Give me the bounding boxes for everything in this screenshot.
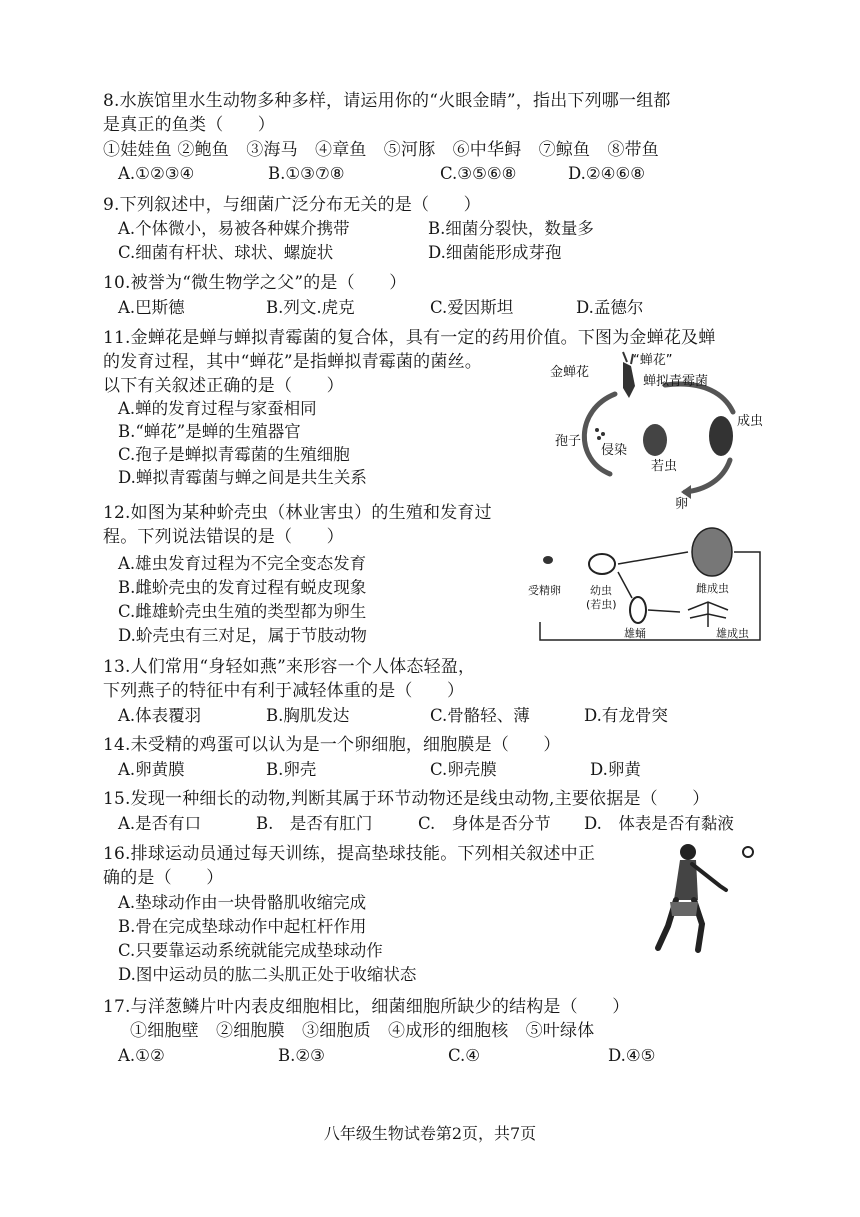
q14-stem: 14.未受精的鸡蛋可以认为是一个卵细胞，细胞膜是（ ） (103, 735, 561, 755)
fertilized-egg-icon (543, 556, 553, 564)
q8-items: ①娃娃鱼 ②鲍鱼 ③海马 ④章鱼 ⑤河豚 ⑥中华鲟 ⑦鲸鱼 ⑧带鱼 (103, 140, 660, 160)
q12-stem-line2: 程。下列说法错误的是（ ） (103, 527, 344, 547)
q11-stem-line2: 的发育过程，其中“蝉花”是指蝉拟青霉菌的菌丝。 (103, 352, 482, 372)
label-larva: 幼虫 (590, 584, 612, 597)
q17-option-d: D.④⑤ (608, 1046, 656, 1065)
q11-stem-line1: 11.金蝉花是蝉与蝉拟青霉菌的复合体，具有一定的药用价值。下图为金蝉花及蝉 (103, 328, 716, 348)
q16-stem-line1: 16.排球运动员通过每天训练，提高垫球技能。下列相关叙述中正 (103, 844, 596, 864)
q12-stem-line1: 12.如图为某种蚧壳虫（林业害虫）的生殖和发育过 (103, 503, 492, 523)
q11-option-a: A.蝉的发育过程与家蚕相同 (118, 399, 317, 418)
q13-option-a: A.体表覆羽 (118, 706, 202, 725)
q13-option-c: C.骨骼轻、薄 (430, 706, 530, 725)
player-shorts-icon (670, 902, 698, 916)
q10-option-b: B.列文.虎克 (266, 298, 355, 317)
label-infect: 侵染 (601, 443, 628, 458)
q14-option-a: A.卵黄膜 (118, 760, 185, 779)
cycle-arc-left (584, 394, 615, 474)
q17-option-c: C.④ (448, 1046, 481, 1065)
q10-stem: 10.被誉为“微生物学之父”的是（ ） (103, 273, 407, 293)
volleyball-icon (743, 847, 753, 857)
q8-option-d: D.②④⑥⑧ (568, 164, 646, 183)
larva-icon (589, 554, 615, 574)
cycle-arc-right (685, 460, 730, 492)
q15-option-d: D. 体表是否有黏液 (584, 814, 734, 833)
female-adult-icon (692, 528, 732, 576)
q13-stem-line1: 13.人们常用“身轻如燕”来形容一个人体态轻盈， (103, 657, 476, 677)
q16-option-b: B.骨在完成垫球动作中起杠杆作用 (118, 917, 367, 936)
pupa-icon (630, 597, 646, 623)
label-larva-note: (若虫) (586, 598, 617, 611)
label-fert-egg: 受精卵 (528, 584, 561, 597)
q10-option-c: C.爱因斯坦 (430, 298, 514, 317)
label-jinchanhua: 金蝉花 (550, 365, 590, 380)
q17-option-b: B.②③ (278, 1046, 325, 1065)
q17-option-a: A.①② (118, 1046, 165, 1065)
q11-option-c: C.孢子是蝉拟青霉菌的生殖细胞 (118, 445, 350, 464)
q14-option-c: C.卵壳膜 (430, 760, 497, 779)
q11-stem-line3: 以下有关叙述正确的是（ ） (103, 376, 344, 396)
q16-volleyball-player-figure (640, 838, 770, 963)
q17-items: ①细胞壁 ②细胞膜 ③细胞质 ④成形的细胞核 ⑤叶绿体 (130, 1021, 595, 1041)
q8-option-a: A.①②③④ (118, 164, 195, 183)
q9-option-b: B.细菌分裂快，数量多 (428, 219, 594, 238)
q15-option-a: A.是否有口 (118, 814, 202, 833)
q8-stem-line1: 8.水族馆里水生动物多种多样，请运用你的“火眼金睛”，指出下列哪一组都 (103, 91, 671, 111)
q11-option-b: B.“蝉花”是蝉的生殖器官 (118, 422, 301, 441)
q15-option-b: B. 是否有肛门 (256, 814, 373, 833)
q10-option-d: D.孟德尔 (576, 298, 644, 317)
label-male-adult: 雄成虫 (716, 627, 749, 640)
q15-stem: 15.发现一种细长的动物,判断其属于环节动物还是线虫动物,主要依据是（ ） (103, 789, 710, 809)
q13-option-b: B.胸肌发达 (266, 706, 350, 725)
q14-option-b: B.卵壳 (266, 760, 317, 779)
page-footer: 八年级生物试卷第2页，共7页 (323, 1124, 537, 1143)
q8-option-b: B.①③⑦⑧ (268, 164, 345, 183)
q12-option-b: B.雌蚧壳虫的发育过程有蜕皮现象 (118, 578, 367, 597)
q10-option-a: A.巴斯德 (118, 298, 185, 317)
hyphae-icon (623, 352, 633, 364)
q15-option-c: C. 身体是否分节 (418, 814, 551, 833)
q16-option-d: D.图中运动员的肱二头肌正处于收缩状态 (118, 965, 417, 984)
q14-option-d: D.卵黄 (590, 760, 641, 779)
label-chanhua: “蝉花” (633, 353, 673, 368)
label-egg: 卵 (675, 497, 689, 510)
q9-option-a: A.个体微小，易被各种媒介携带 (118, 219, 350, 238)
q13-option-d: D.有龙骨突 (584, 706, 668, 725)
q12-option-d: D.蚧壳虫有三对足，属于节肢动物 (118, 626, 367, 645)
label-spore: 孢子 (555, 434, 582, 449)
q12-scale-insect-figure (520, 522, 770, 652)
q11-cicada-lifecycle-figure (545, 350, 775, 510)
q17-stem: 17.与洋葱鳞片叶内表皮细胞相比，细菌细胞所缺少的结构是（ ） (103, 997, 630, 1017)
player-head-icon (680, 844, 696, 860)
q11-option-d: D.蝉拟青霉菌与蝉之间是共生关系 (118, 468, 367, 487)
male-adult-icon (688, 602, 728, 627)
label-adult: 成虫 (737, 414, 764, 429)
q8-option-c: C.③⑤⑥⑧ (440, 164, 517, 183)
nymph-icon (643, 424, 667, 456)
q12-option-a: A.雄虫发育过程为不完全变态发育 (118, 554, 367, 573)
label-female-adult: 雌成虫 (696, 582, 729, 595)
q8-stem-line2: 是真正的鱼类（ ） (103, 115, 275, 135)
q16-option-a: A.垫球动作由一块骨骼肌收缩完成 (118, 893, 367, 912)
q9-option-d: D.细菌能形成芽孢 (428, 243, 562, 262)
q16-stem-line2: 确的是（ ） (103, 868, 224, 888)
q16-option-c: C.只要靠运动系统就能完成垫球动作 (118, 941, 383, 960)
adult-cicada-icon (709, 416, 733, 456)
label-nymph: 若虫 (651, 459, 678, 474)
q9-option-c: C.细菌有杆状、球状、螺旋状 (118, 243, 334, 262)
label-pupa: 雄蛹 (624, 627, 646, 640)
q13-stem-line2: 下列燕子的特征中有利于减轻体重的是（ ） (103, 681, 465, 701)
q12-option-c: C.雌雄蚧壳虫生殖的类型都为卵生 (118, 602, 367, 621)
label-fungus: 蝉拟青霉菌 (643, 374, 709, 389)
q9-stem: 9.下列叙述中，与细菌广泛分布无关的是（ ） (103, 195, 481, 215)
